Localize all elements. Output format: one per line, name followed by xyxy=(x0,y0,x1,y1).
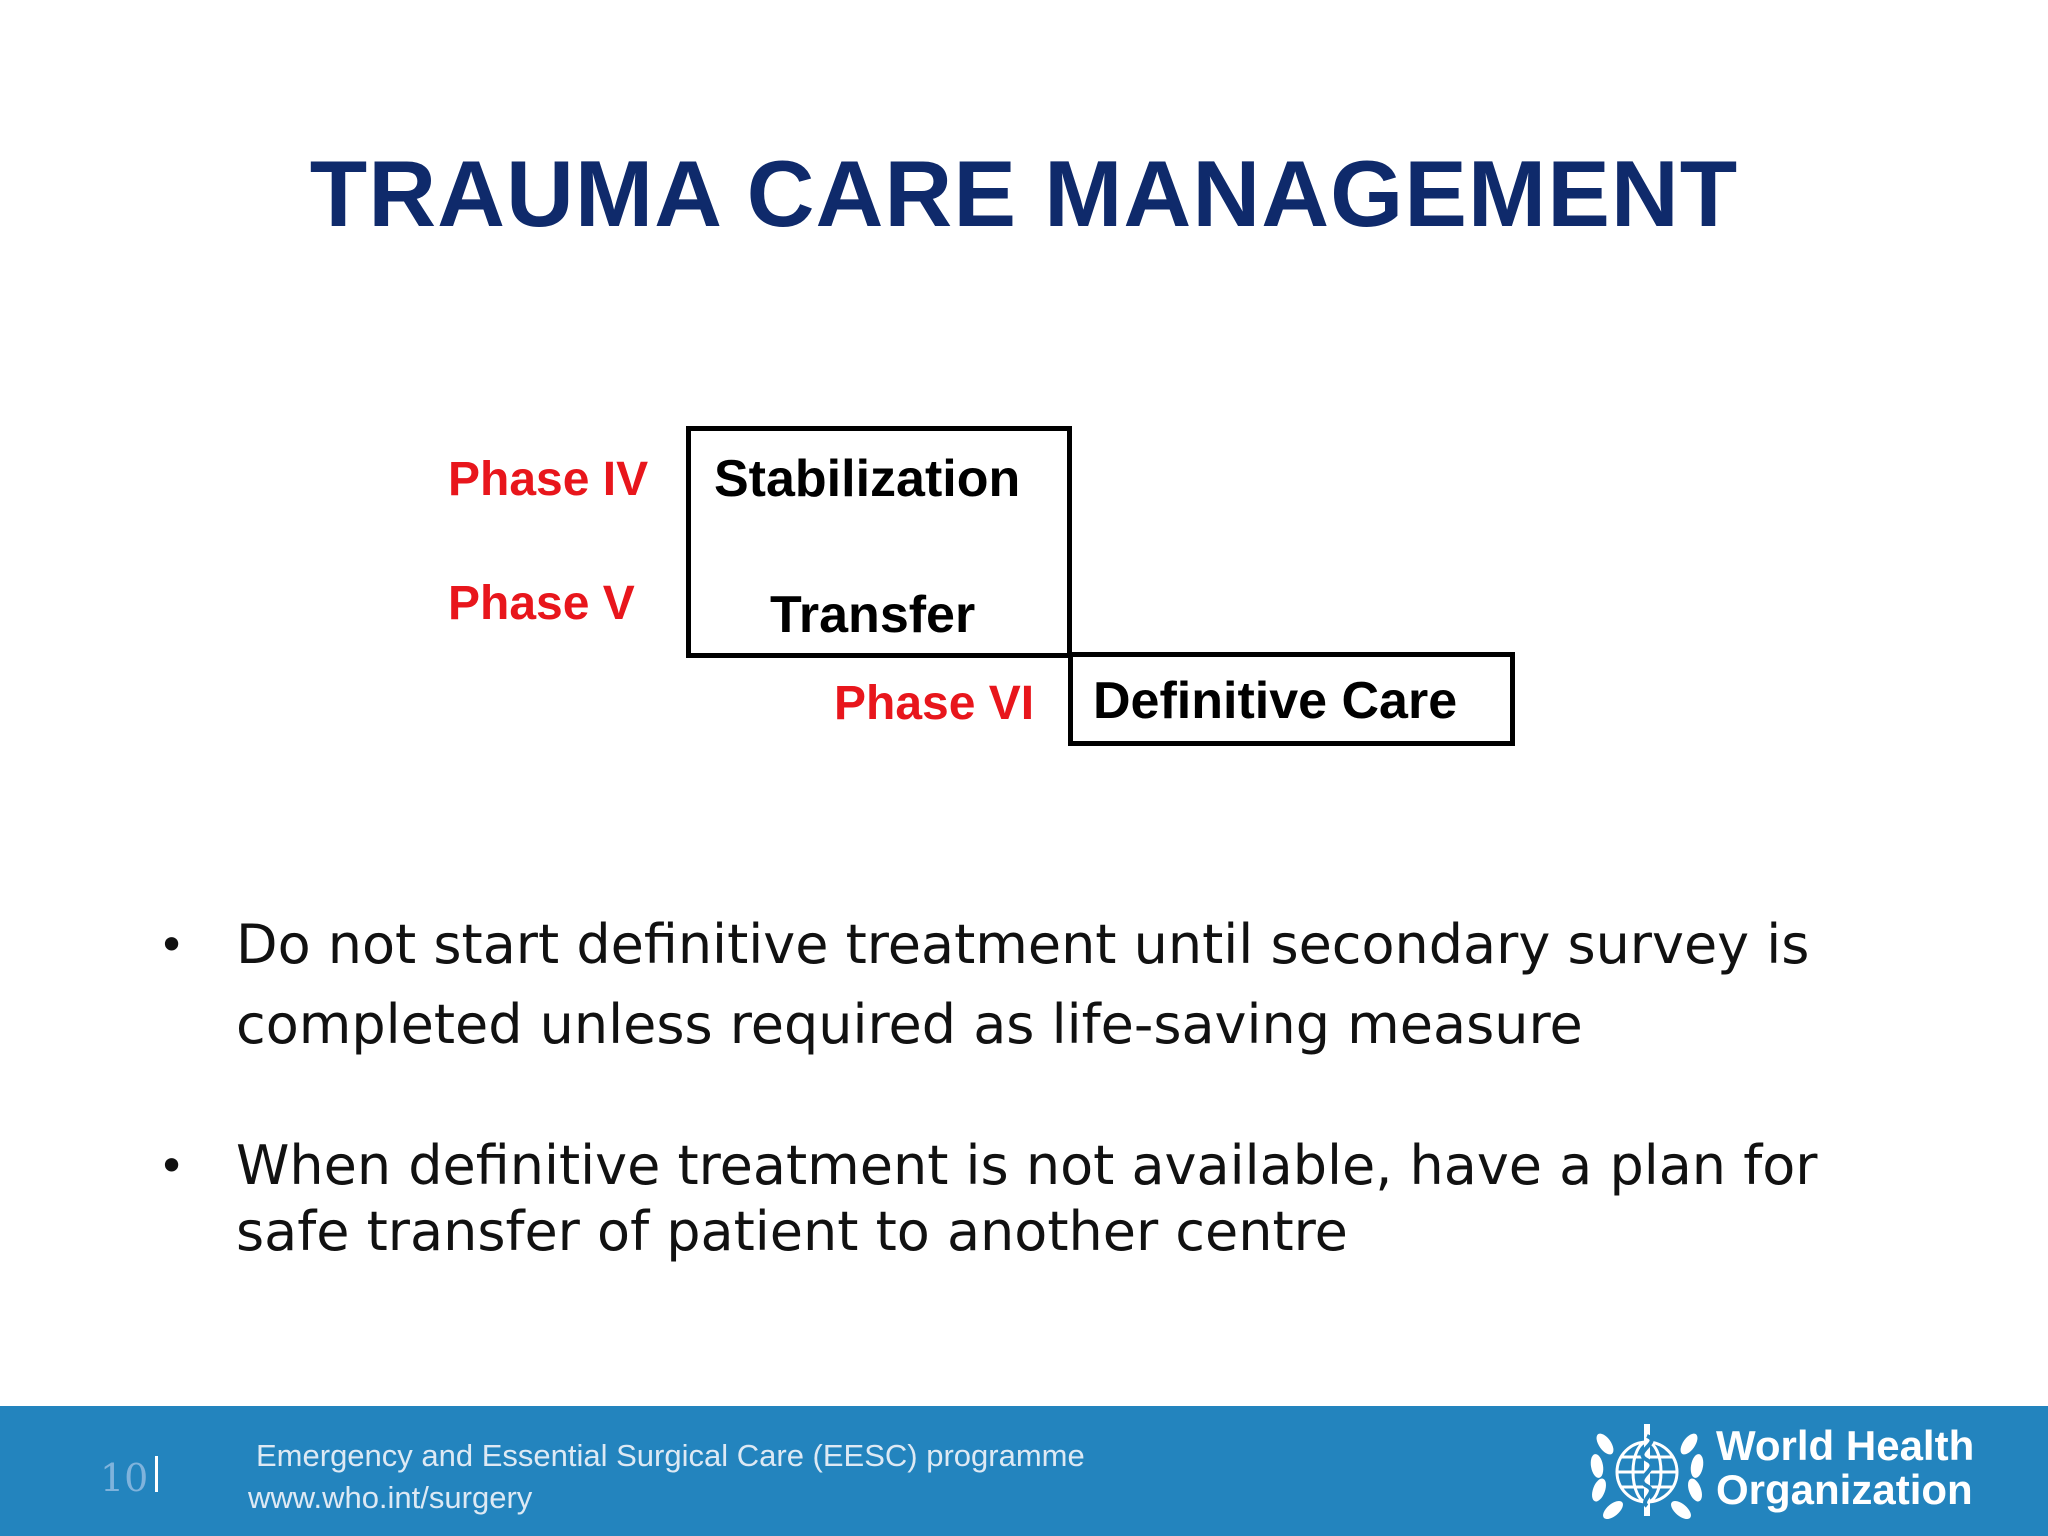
phase-vi-label: Phase VI xyxy=(834,677,1035,730)
phase-iv-label: Phase IV xyxy=(448,453,649,506)
footer-programme-text: Emergency and Essential Surgical Care (EESC) programme xyxy=(256,1438,1085,1473)
bullet-line: completed unless required as life-saving measure xyxy=(236,993,1583,1056)
page-number: 10 xyxy=(100,1456,149,1500)
bullet-dot-icon: • xyxy=(158,1139,186,1193)
who-organization-name xyxy=(1716,1424,1974,1512)
footer-url-text: www.who.int/surgery xyxy=(248,1480,533,1515)
bullet-list xyxy=(150,905,1870,1265)
slide-title: TRAUMA CARE MANAGEMENT xyxy=(309,141,1739,246)
page-number-divider xyxy=(155,1456,158,1492)
bullet-line: Do not start definitive treatment until secondary survey is xyxy=(236,913,1810,976)
list-item xyxy=(150,1133,1870,1265)
list-item xyxy=(150,905,1870,1065)
transfer-text: Transfer xyxy=(770,586,976,644)
definitive-care-box xyxy=(1068,652,1515,746)
phase-v-label: Phase V xyxy=(448,577,635,630)
definitive-care-text: Definitive Care xyxy=(1093,672,1458,730)
footer-bar xyxy=(0,1406,2048,1536)
bullet-dot-icon: • xyxy=(158,918,186,972)
who-name-line1: World Health xyxy=(1716,1422,1975,1469)
stabilization-transfer-box xyxy=(686,426,1072,658)
stabilization-text: Stabilization xyxy=(714,450,1021,508)
who-name-line2: Organization xyxy=(1716,1466,1973,1513)
who-emblem-icon xyxy=(1585,1414,1709,1530)
bullet-line: safe transfer of patient to another centre xyxy=(236,1200,1348,1263)
bullet-line: When definitive treatment is not available, have a plan for xyxy=(236,1134,1818,1197)
